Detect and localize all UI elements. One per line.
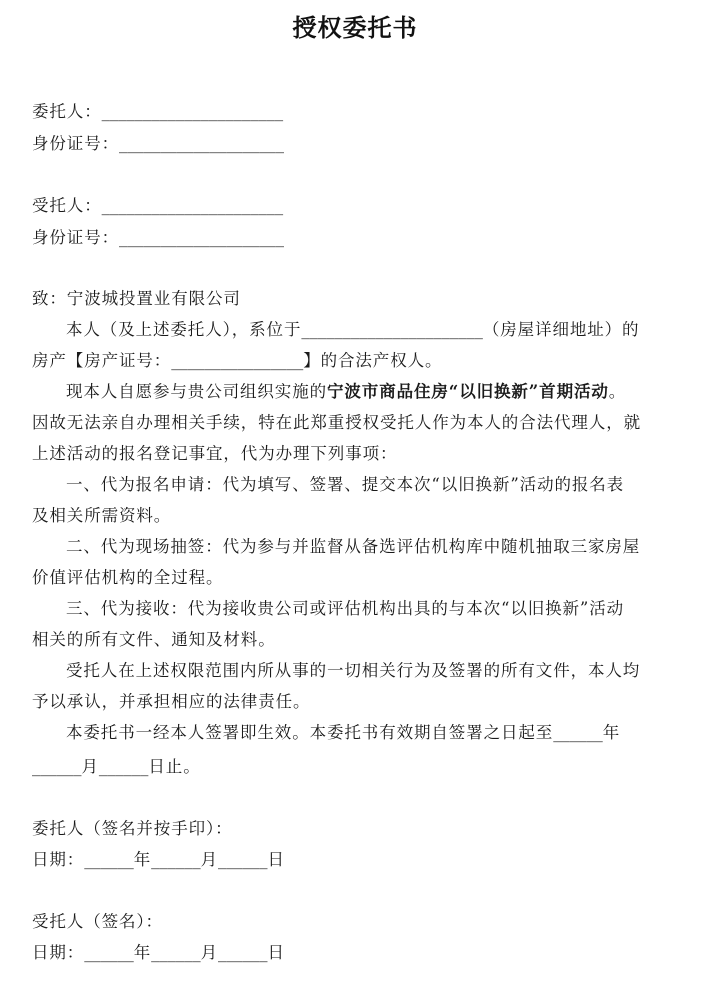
paragraph-1-text-d: 】的合法产权人。	[303, 351, 443, 370]
agent-date-label: 日期：	[32, 943, 85, 962]
paragraph-1-text-b: （房屋详细地址）的	[482, 320, 640, 339]
principal-date-month-blank: ______	[151, 850, 201, 869]
principal-name-label: 委托人：	[32, 102, 102, 121]
principal-date-year-label: 年	[133, 850, 152, 869]
agent-name-line	[32, 195, 283, 217]
document-title: 授权委托书	[292, 14, 418, 42]
agent-date-line	[32, 942, 285, 964]
agent-date-month-label: 月	[200, 943, 219, 962]
validity-year-blank: ______	[553, 723, 603, 742]
paragraph-4-line-2	[32, 756, 201, 778]
paragraph-1-line-1	[66, 319, 639, 341]
paragraph-4-text-a: 本委托书一经本人签署即生效。本委托书有效期自签署之日起至	[66, 723, 554, 742]
paragraph-2-text-b: 。	[608, 382, 627, 401]
paragraph-3-line-1: 受托人在上述权限范围内所从事的一切相关行为及签署的所有文件，本人均	[66, 661, 641, 680]
principal-date-line	[32, 849, 285, 871]
agent-date-month-blank: ______	[151, 943, 201, 962]
validity-end-label: 日止。	[148, 757, 201, 776]
paragraph-2-line-1	[66, 381, 626, 403]
paragraph-3-line-2: 予以承认，并承担相应的法律责任。	[32, 692, 311, 711]
validity-day-blank: ______	[98, 757, 149, 776]
validity-month-label: 月	[81, 757, 99, 776]
agent-date-year-blank: ______	[84, 943, 134, 962]
agent-name-label: 受托人：	[32, 196, 102, 215]
principal-date-day-blank: ______	[218, 850, 268, 869]
principal-name-line	[32, 101, 283, 123]
address-blank: ______________________	[301, 320, 483, 339]
principal-id-blank: ____________________	[119, 134, 284, 153]
agent-id-blank: ____________________	[119, 228, 284, 247]
agent-id-label: 身份证号：	[32, 228, 119, 247]
agent-date-day-label: 日	[267, 943, 285, 962]
paragraph-1-text-a: 本人（及上述委托人），系位于	[66, 320, 302, 339]
principal-date-day-label: 日	[267, 850, 285, 869]
paragraph-1-line-2	[32, 350, 442, 372]
agent-id-line	[32, 227, 284, 249]
principal-id-line	[32, 133, 284, 155]
paragraph-2-line-3: 上述活动的报名登记事宜，代为办理下列事项：	[32, 444, 398, 463]
item-1-line-1: 一、代为报名申请：代为填写、签署、提交本次“以旧换新”活动的报名表	[66, 475, 625, 494]
item-2-line-2: 价值评估机构的全过程。	[32, 568, 224, 587]
item-3-line-1: 三、代为接收：代为接收贵公司或评估机构出具的与本次“以旧换新”活动	[66, 599, 625, 618]
paragraph-2-text-a: 现本人自愿参与贵公司组织实施的	[66, 382, 327, 401]
addressee-line: 致：宁波城投置业有限公司	[32, 289, 241, 308]
principal-name-blank: ______________________	[101, 102, 284, 121]
agent-signature-label: 受托人（签名）：	[32, 912, 163, 931]
property-cert-blank: ________________	[171, 351, 304, 370]
paragraph-2-line-2: 因故无法亲自办理相关手续，特在此郑重授权受托人作为本人的合法代理人，就	[32, 413, 641, 432]
agent-date-day-blank: ______	[218, 943, 268, 962]
paragraph-4-line-1	[66, 722, 620, 744]
principal-date-label: 日期：	[32, 850, 85, 869]
item-3-line-2: 相关的所有文件、通知及材料。	[32, 630, 276, 649]
agent-date-year-label: 年	[133, 943, 152, 962]
principal-date-month-label: 月	[200, 850, 219, 869]
principal-signature-label: 委托人（签名并按手印）：	[32, 819, 233, 838]
principal-id-label: 身份证号：	[32, 134, 119, 153]
validity-year-label: 年	[602, 723, 621, 742]
paragraph-1-text-c: 房产【房产证号：	[32, 351, 172, 370]
validity-month-blank: ______	[32, 757, 82, 776]
item-1-line-2: 及相关所需资料。	[32, 506, 172, 525]
agent-name-blank: ______________________	[101, 196, 284, 215]
item-2-line-1: 二、代为现场抽签：代为参与并监督从备选评估机构库中随机抽取三家房屋	[66, 537, 641, 556]
activity-name: 宁波市商品住房“以旧换新”首期活动	[327, 382, 609, 401]
principal-date-year-blank: ______	[84, 850, 134, 869]
